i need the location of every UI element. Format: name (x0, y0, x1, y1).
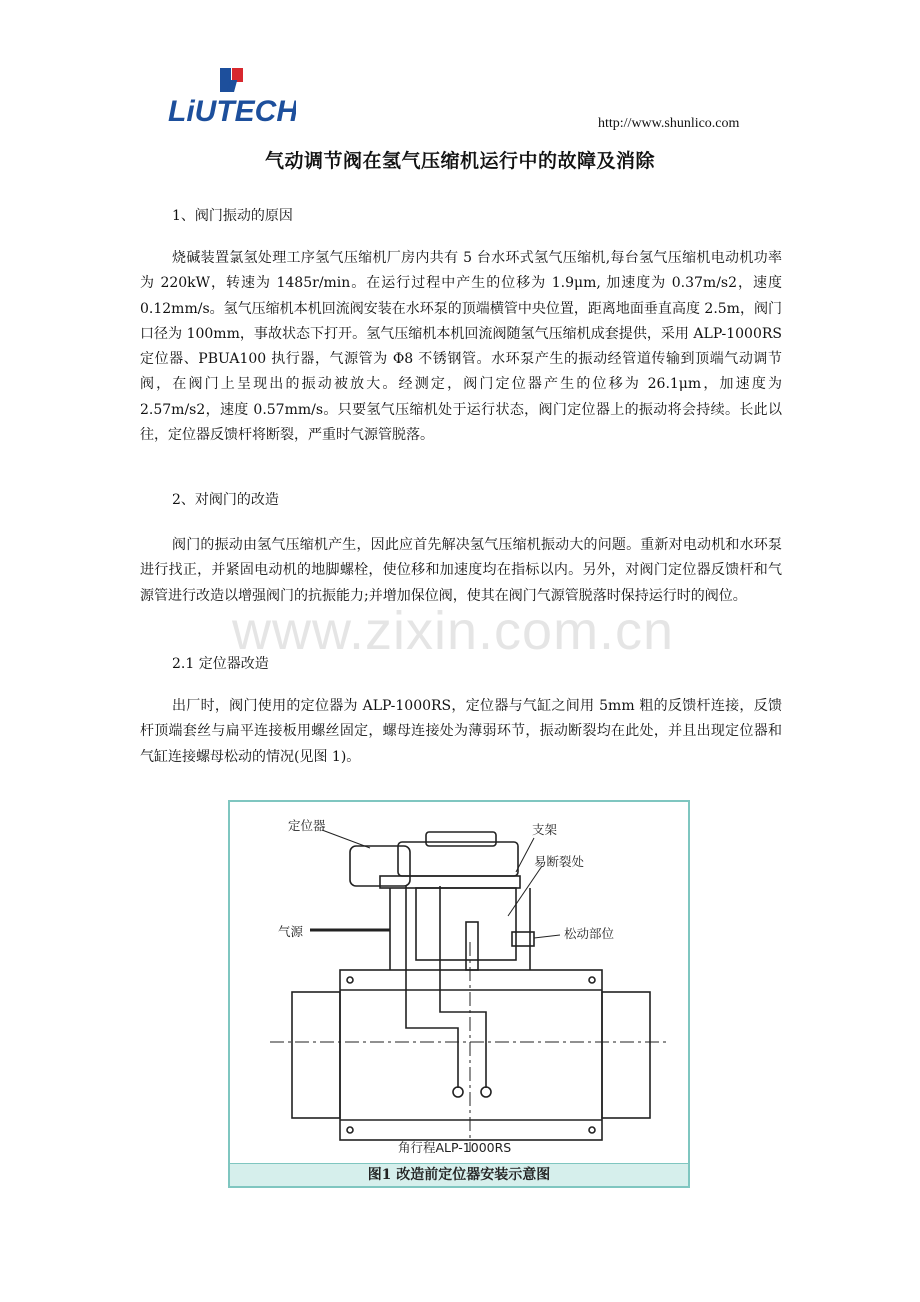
site-url[interactable]: http://www.shunlico.com (598, 116, 740, 131)
section-2-heading: 2、对阀门的改造 (172, 492, 279, 508)
figure-1 (228, 800, 690, 1188)
section-1-heading: 1、阀门振动的原因 (172, 208, 293, 224)
label-loose-part: 松动部位 (564, 926, 615, 941)
label-model: 角行程ALP-1000RS (398, 1140, 512, 1155)
section-2-1-paragraph: 出厂时，阀门使用的定位器为 ALP-1000RS，定位器与气缸之间用 5mm 粗的反馈杆连接，反馈杆顶端套丝与扁平连接板用螺丝固定，螺母连接处为薄弱环节，振动断裂均在此处，并且出现定位器和气缸连接螺母松动的情况(见图 1)。 (140, 698, 782, 765)
watermark: www.zixin.com.cn (232, 601, 675, 661)
valve-diagram (230, 802, 688, 1164)
figure-caption: 图1 改造前定位器安装示意图 (230, 1163, 688, 1186)
section-1-paragraph: 烧碱装置氯氢处理工序氢气压缩机厂房内共有 5 台水环式氢气压缩机,每台氢气压缩机电动机功率为 220kW，转速为 1485r/min。在运行过程中产生的位移为 1.9μm, 加速度为 0.37m/s2，速度 0.12mm/s。氢气压缩机本机回流阀安装在水环泵的顶端横管中央位置，距离地面垂直高度 2.5m，阀门口径为 100mm，事故状态下打开。氢气压缩机本机回流阀随氢气压缩机成套提供，采用 ALP-1000RS 定位器、PBUA100 执行器，气源管为 Φ8 不锈钢管。水环泵产生的振动经管道传输到顶端气动调节阀，在阀门上呈现出的振动被放大。经测定，阀门定位器产生的位移为 26.1μm，加速度为 2.57m/s2，速度 0.57mm/s。只要氢气压缩机处于运行状态，阀门定位器上的振动将会持续。长此以往，定位器反馈杆将断裂，严重时气源管脱落。 (140, 250, 782, 444)
section-2-paragraph: 阀门的振动由氢气压缩机产生，因此应首先解决氢气压缩机振动大的问题。重新对电动机和水环泵进行找正，并紧固电动机的地脚螺栓，使位移和加速度均在指标以内。另外，对阀门定位器反馈杆和气源管进行改造以增强阀门的抗振能力;并增加保位阀，使其在阀门气源管脱落时保持运行时的阀位。 (140, 537, 782, 604)
label-bracket: 支架 (532, 822, 558, 837)
label-break-point: 易断裂处 (534, 854, 585, 869)
label-air-source: 气源 (278, 924, 304, 939)
section-2-1-heading: 2.1 定位器改造 (172, 656, 269, 672)
liutech-logo (168, 66, 296, 124)
page-title: 气动调节阀在氢气压缩机运行中的故障及消除 (264, 150, 655, 172)
label-positioner: 定位器 (288, 818, 326, 833)
svg-text:LiUTECH: LiUTECH (168, 95, 296, 124)
